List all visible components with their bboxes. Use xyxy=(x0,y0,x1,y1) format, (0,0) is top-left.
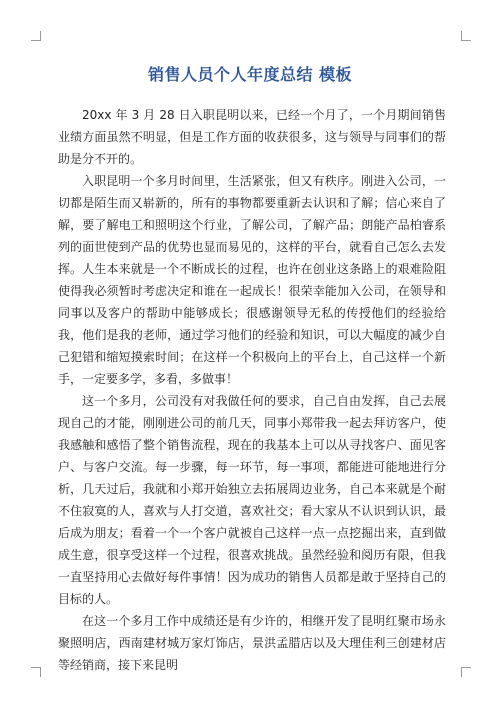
document-title: 销售人员个人年度总结 模板 xyxy=(147,65,353,84)
crop-mark-top-left xyxy=(31,31,41,41)
document-body xyxy=(58,104,446,676)
paragraph: 在这一个多月工作中成绩还是有少许的，相继开发了昆明红聚市场永聚照明店，西南建材城万家灯饰店，景洪孟腊店以及大理佳利三创建材店等经销商，接下来昆明 xyxy=(58,614,446,672)
paragraph: 这一个多月，公司没有对我做任何的要求，自己自由发挥，自己去展现自己的才能，刚刚进公司的前几天，同事小郑带我一起去拜访客户，使我感触和感悟了整个销售流程，现在的我基本上可以从寻找客户、面见客户、与客户交流。每一步骤，每一环节，每一事项，都能进可能地进行分析，几天过后，我就和小郑开始独立去拓展周边业务，自己本来就是个耐不住寂寞的人，喜欢与人打交道，喜欢社交；看大家从不认识到认识，最后成为朋友；看着一个一个客户就被自己这样一点一点挖掘出来，直到做成生意，很享受这样一个过程，很喜欢挑战。虽然经验和阅历有限，但我一直坚持用心去做好每件事情！因为成功的销售人员都是敢于坚持自己的目标的人。 xyxy=(58,394,446,606)
paragraph: 20xx 年 3 月 28 日入职昆明以来，已经一个月了，一个月期间销售业绩方面虽然不明显，但是工作方面的收获很多，这与领导与同事们的帮助是分不开的。 xyxy=(58,108,446,166)
paragraph: 入职昆明一个多月时间里，生活紧张，但又有秩序。刚进入公司，一切都是陌生而又崭新的，所有的事物都要重新去认识和了解；信心来自了解，要了解电工和照明这个行业，了解公司，了解产品；朗能产品柏睿系列的面世使到产品的优势也显而易见的，这样的平台，就看自己怎么去发挥。人生本来就是一个不断成长的过程，也许在创业这条路上的艰难险阻使得我必须暂时考虑决定和谁在一起成长！很荣幸能加入公司，在领导和同事以及客户的帮助中能够成长；很感谢领导无私的传授他们的经验给我，他们是我的老师，通过学习他们的经验和知识，可以大幅度的减少自己犯错和缩短摸索时间；在这样一个积极向上的平台上，自己这样一个新手，一定要多学，多看，多做事！ xyxy=(58,174,446,386)
crop-mark-top-right xyxy=(461,31,471,41)
crop-mark-bottom-left xyxy=(31,667,41,677)
crop-mark-bottom-right xyxy=(461,667,471,677)
